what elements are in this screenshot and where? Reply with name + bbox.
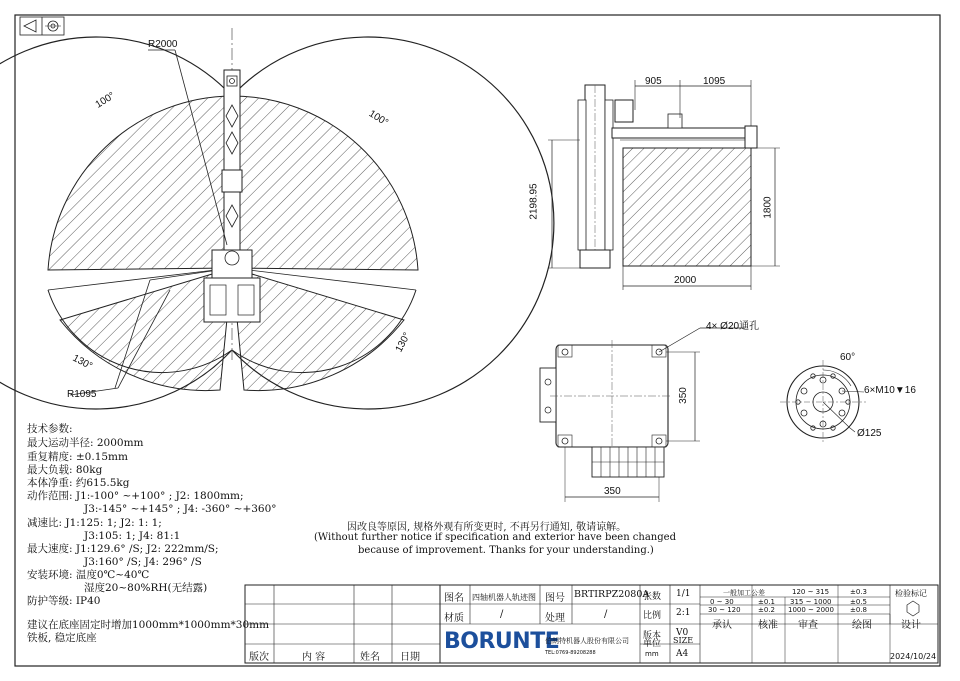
angle-bottom-left-label: 130° (70, 352, 95, 373)
sign-review: 审查 (798, 620, 818, 631)
rev-label: 姓名 (360, 652, 380, 663)
drawing-name-label: 图名 (444, 593, 464, 604)
dim-1800: 1800 (762, 196, 774, 219)
company-name: 伯朗特机器人股份有限公司 (545, 637, 629, 645)
hole-note: 4× Ø20通孔 (706, 321, 760, 332)
tol-cell: ±0.2 (758, 606, 775, 614)
tol-cell: 30 ~ 120 (708, 606, 741, 614)
scale-label: 比例 (643, 611, 662, 621)
brand-logo: BORUNTE (444, 629, 560, 654)
dim-2000: 2000 (674, 275, 697, 286)
angle-bottom-right-label: 130° (393, 330, 414, 355)
version-label: 版本 (643, 631, 662, 641)
size-value: A4 (676, 649, 689, 659)
unit-value: mm (645, 650, 659, 658)
tolerance-title: 一般加工公差 (723, 589, 765, 597)
drawing-no-label: 图号 (545, 593, 565, 604)
spec-line: 防护等级: IP40 (27, 595, 101, 607)
install-note-2: 铁板, 稳定底座 (27, 632, 97, 644)
drawing-date: 2024/10/24 (890, 652, 937, 661)
dim-350-horizontal: 350 (604, 486, 621, 497)
dim-350-vertical: 350 (677, 387, 689, 404)
flange-diameter: Ø125 (857, 428, 882, 439)
rev-label: 日期 (400, 652, 420, 663)
version-value: V0 (676, 628, 689, 638)
spec-line: 重复精度: ±0.15mm (27, 451, 128, 463)
notice-line-3: because of improvement. Thanks for your understanding.) (358, 545, 654, 556)
spec-line: 减速比: J1:125: 1; J2: 1: 1; (27, 517, 162, 529)
tol-cell: 120 ~ 315 (792, 588, 830, 596)
spec-line: J3:105: 1; J4: 81:1 (84, 530, 181, 542)
drawing-name: 四轴机器人轨迹图 (472, 593, 536, 602)
specs-title: 技术参数: (27, 423, 73, 435)
treatment-label: 处理 (545, 613, 565, 624)
spec-line: 最大速度: J1:129.6° /S; J2: 222mm/S; (27, 543, 219, 555)
top-view-workspace (0, 28, 554, 409)
tol-cell: ±0.1 (758, 598, 775, 606)
spec-line: J3:160° /S; J4: 296° /S (84, 556, 202, 568)
spec-line: 最大负载: 80kg (27, 464, 103, 476)
flange-view (780, 360, 866, 444)
rev-label: 内 容 (302, 652, 326, 663)
size-label: SIZE (673, 636, 694, 645)
dim-height: 2198.95 (528, 183, 540, 220)
company-tel: TEL:0769-89208288 (545, 650, 596, 656)
material-value: / (500, 609, 504, 620)
tol-cell: 315 ~ 1000 (790, 598, 832, 606)
tol-cell: 1000 ~ 2000 (788, 606, 834, 614)
sheets-value: 1/1 (676, 589, 691, 599)
notice-line-2: (Without further notice if specification and exterior have been changed (314, 532, 676, 543)
tol-cell: ±0.8 (850, 606, 867, 614)
inspection-label: 检验标记 (895, 589, 927, 598)
inner-radius-label: R1095 (67, 389, 97, 400)
treatment-value: / (604, 609, 608, 620)
unit-label: 单位 (643, 639, 662, 649)
rev-label: 版次 (249, 652, 269, 663)
projection-symbol-icon (20, 17, 64, 35)
spec-line: 动作范围: J1:-100° ~+100° ; J2: 1800mm; (27, 490, 244, 502)
angle-right-label: 100° (366, 108, 391, 129)
sheets-label: 张数 (643, 592, 662, 602)
install-note-1: 建议在底座固定时增加1000mm*1000mm*30mm (27, 619, 270, 631)
sign-approve: 承认 (712, 620, 732, 631)
dim-905: 905 (645, 76, 662, 87)
sign-draw: 绘图 (852, 620, 872, 631)
spec-line: 本体净重: 约615.5kg (27, 477, 130, 489)
spec-line: 安装环境: 温度0℃~40℃ (27, 569, 150, 581)
flange-angle: 60° (840, 352, 856, 363)
notice-line-1: 因改良等原因, 规格外观有所变更时, 不再另行通知, 敬请谅解。 (347, 522, 627, 533)
sign-check: 核准 (758, 620, 778, 631)
spec-line: 湿度20~80%RH(无结露) (84, 582, 208, 594)
tol-cell: 0 ~ 30 (710, 598, 734, 606)
spec-line: 最大运动半径: 2000mm (27, 437, 144, 449)
side-view (548, 80, 780, 290)
scale-value: 2:1 (676, 608, 691, 618)
material-label: 材质 (444, 613, 464, 624)
sign-design: 设计 (901, 620, 921, 631)
drawing-no: BRTIRPZ2080A (574, 589, 650, 600)
angle-left-label: 100° (93, 90, 118, 111)
base-view (540, 328, 745, 502)
flange-thread: 6×M10▼16 (864, 385, 916, 396)
dim-1095: 1095 (703, 76, 726, 87)
spec-line: J3:-145° ~+145° ; J4: -360° ~+360° (84, 503, 277, 515)
radius-label: R2000 (148, 39, 178, 50)
tol-cell: ±0.5 (850, 598, 867, 606)
tol-cell: ±0.3 (850, 588, 867, 596)
